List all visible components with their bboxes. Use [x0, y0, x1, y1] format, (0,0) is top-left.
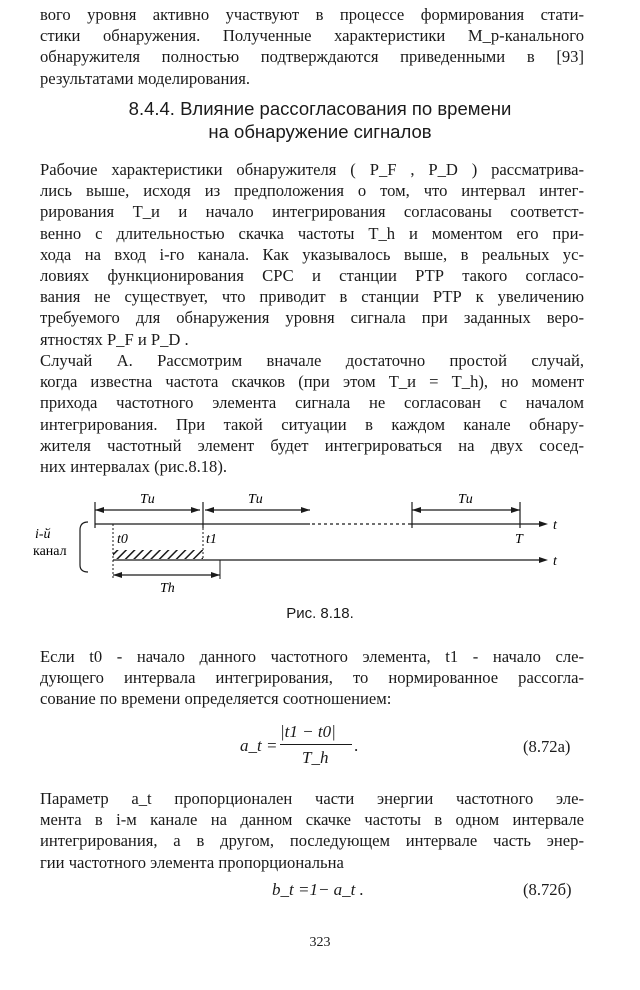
interval-label: Tи [458, 492, 473, 507]
axis-label-t: t [553, 518, 557, 533]
interval-label: Tи [140, 492, 155, 507]
page-number: 323 [309, 935, 331, 950]
heading-line-1: 8.4.4. Влияние рассогласования по времени [128, 98, 512, 119]
text-line: интегрирования. При такой ситуации в каждом канале обнару- [40, 414, 584, 434]
text-line: вого уровня активно участвуют в процессе формирования стати- [40, 5, 584, 24]
paragraph-parameter [40, 788, 584, 873]
equation-number: (8.72а) [523, 737, 571, 756]
text-line: дующего интервала интегрирования, то нормированное рассогла- [40, 668, 584, 688]
text-line: мента в i-м канале на данном скачке частоты в одном интервале [40, 810, 584, 830]
equation-872b: b_t =1− a_t . [272, 880, 364, 899]
signal-hatch [113, 550, 203, 559]
text-line: когда известна частота скачков (при этом T_и = T_h), но момент [40, 372, 584, 392]
paragraph-case-a [40, 350, 584, 477]
equation-number: (8.72б) [523, 880, 572, 899]
axis-label-t-2: t [553, 554, 557, 569]
text-line: Если t0 - начало данного частотного элемента, t1 - начало сле- [40, 647, 584, 666]
text-line: ятностях P_F и P_D . [40, 329, 189, 349]
paragraph-continuation [40, 4, 584, 89]
interval-label: Tи [248, 492, 263, 507]
fraction-bar [280, 744, 352, 745]
text-line: Параметр a_t пропорционален части энергии частотного эле- [40, 789, 584, 808]
text-line: интегрирования, а в другом, последующем интервале часть энер- [40, 831, 584, 851]
text-line: ловиях функционирования СРС и станции РТР такого согласо- [40, 266, 584, 286]
T-label: T [515, 532, 523, 547]
timing-diagram [0, 480, 640, 595]
text-line: гии частотного элемента пропорциональна [40, 852, 344, 872]
text-line: сование по времени определяется соотношением: [40, 689, 392, 709]
text-line: результатами моделирования. [40, 68, 250, 88]
text-line: жителя частотный элемент будет интегрироваться на двух сосед- [40, 435, 584, 455]
eq-denominator: T_h [302, 748, 329, 767]
text-line: венно с длительностью скачка частоты T_h и моментом его при- [40, 223, 584, 243]
paragraph-definition [40, 646, 584, 710]
figure-caption: Рис. 8.18. [286, 605, 354, 622]
paragraph-intro [40, 159, 584, 350]
hop-label: Th [160, 581, 175, 595]
text-line: вания не существует, что приводит в станции РТР к увеличению [40, 287, 584, 307]
section-heading [40, 97, 600, 143]
text-line: лись выше, исходя из предположения о том, что интервал интег- [40, 181, 584, 201]
channel-label-bottom: канал [33, 544, 67, 559]
text-line: Рабочие характеристики обнаружителя ( P_F , P_D ) рассматрива- [40, 160, 584, 179]
eq-numerator: |t1 − t0| [280, 722, 336, 741]
channel-label-top: i-й [35, 527, 51, 542]
channel-brace [80, 522, 88, 572]
text-line: прихода частотного элемента сигнала не согласован с началом [40, 393, 584, 413]
text-line: Случай А. Рассмотрим вначале достаточно простой случай, [40, 351, 584, 370]
text-line: требуемого для обнаружения уровня сигнала при заданных веро- [40, 308, 584, 328]
text-line: рирования T_и и начало интегрирования согласованы соответст- [40, 202, 584, 222]
t1-label: t1 [206, 532, 217, 547]
text-line: обнаружителя полностью подтверждаются приведенными в [93] [40, 47, 584, 67]
t0-label: t0 [117, 532, 128, 547]
text-line: стики обнаружения. Полученные характеристики M_p-канального [40, 26, 584, 46]
heading-line-2: на обнаружение сигналов [208, 121, 432, 142]
eq-lhs: a_t = [240, 736, 278, 755]
eq-tail: . [354, 736, 359, 755]
text-line: хода на вход i-го канала. Как указывалось выше, в реальных ус- [40, 244, 584, 264]
text-line: них интервалах (рис.8.18). [40, 457, 228, 477]
